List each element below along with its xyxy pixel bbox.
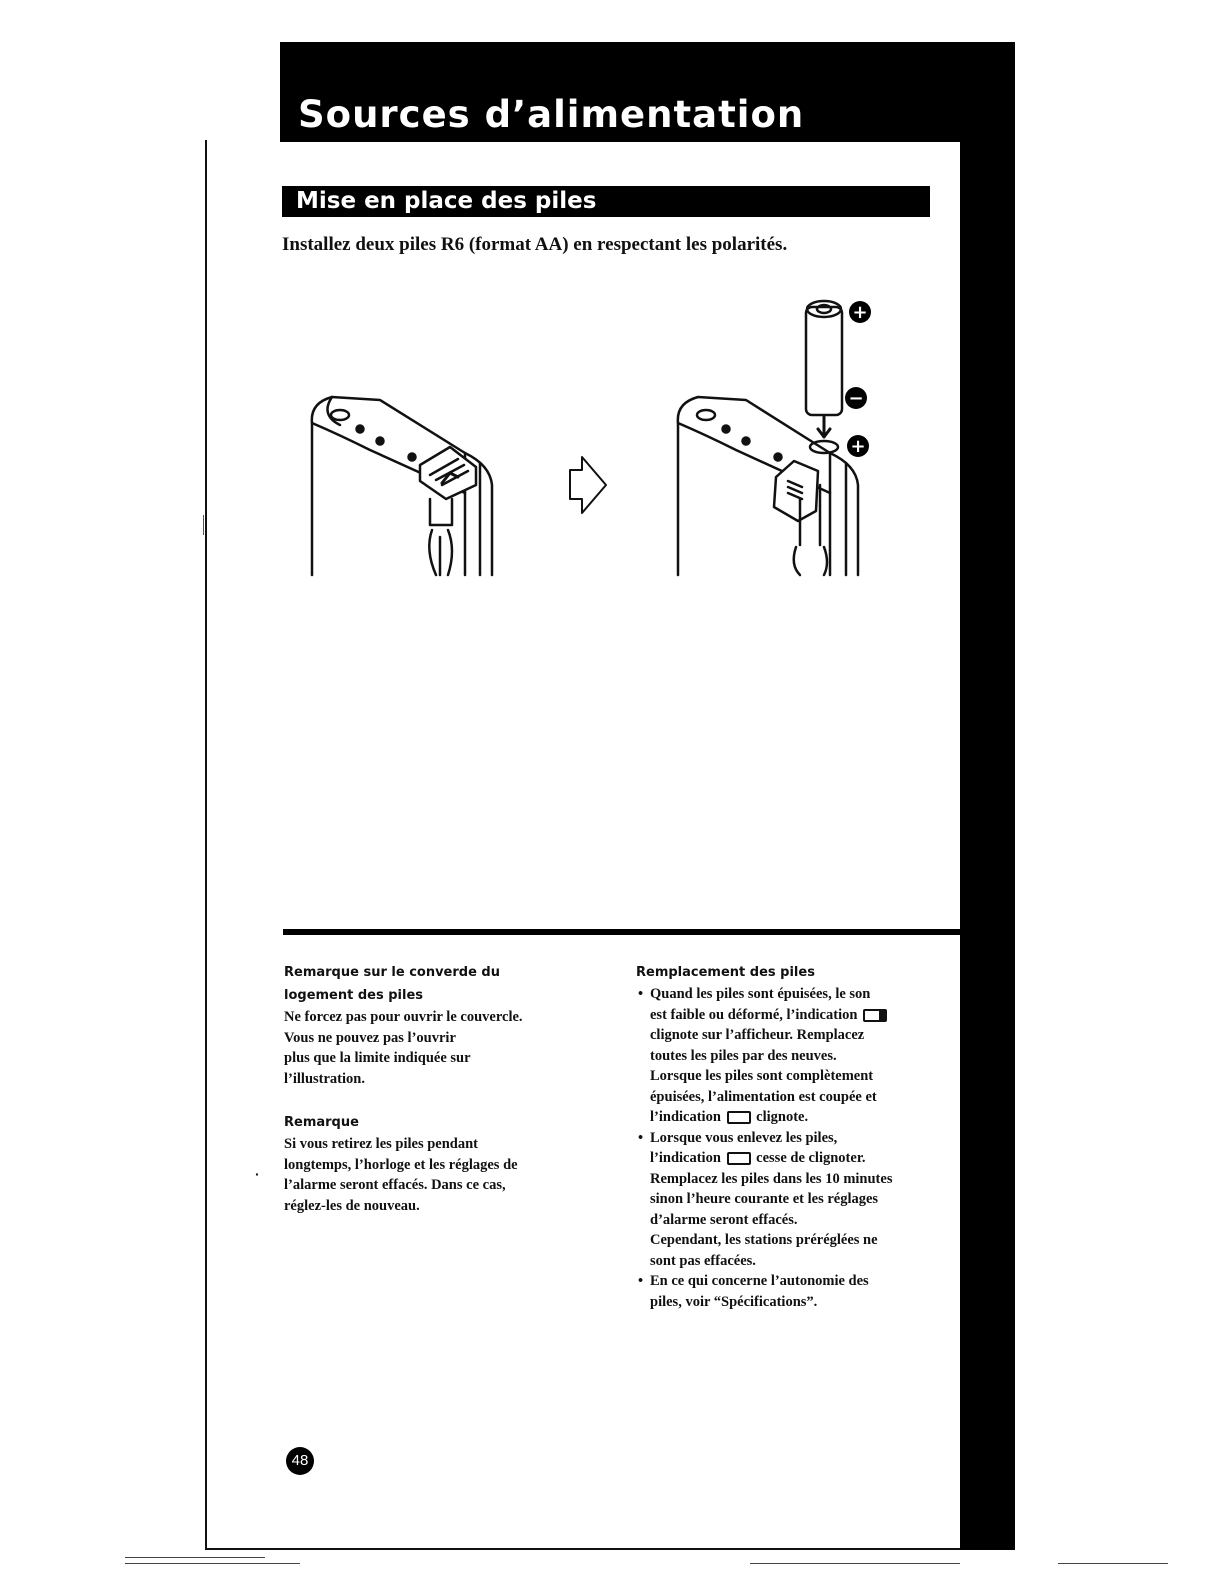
page-frame-left <box>205 140 207 1550</box>
intro-text: Installez deux piles R6 (format AA) en respectant les polarités. <box>282 234 788 255</box>
side-tab-bar <box>960 140 1015 1550</box>
note-heading: Remarque <box>284 1115 359 1130</box>
svg-text:−: − <box>848 388 864 409</box>
note-text: Si vous retirez les piles pendant longtemps, l’horloge et les réglages de l’alarme seront effacés. Dans ce cas, réglez-les de nouveau. <box>284 1136 518 1214</box>
svg-text:+: + <box>850 436 866 457</box>
battery-illustration <box>280 285 900 585</box>
battery-weak-icon <box>863 1009 887 1022</box>
page-title: Sources d’alimentation <box>298 93 805 136</box>
battery-icon <box>806 307 842 415</box>
device-closed-illustration <box>312 397 492 575</box>
page-frame-bottom <box>205 1548 965 1550</box>
margin-mark <box>203 515 204 535</box>
replacement-list <box>636 984 936 1312</box>
polarity-minus <box>845 387 867 409</box>
battery-empty-icon <box>727 1152 751 1165</box>
battery-empty-icon <box>727 1111 751 1124</box>
note-cover-text: Ne forcez pas pour ouvrir le couvercle. Vous ne pouvez pas l’ouvrir plus que la limite indiquée sur l’illustration. <box>284 1009 523 1087</box>
list-item: • Lorsque vous enlevez les piles, l’indication cesse de clignoter. Remplacez les piles dans les 10 minutes sinon l’heure courante et les réglages d’alarme seront effacés. Cependant, les stations préréglées ne sont pas effacées. <box>636 1128 936 1272</box>
polarity-plus-top <box>849 301 871 323</box>
notes-column-right <box>636 961 936 1312</box>
device-open-illustration <box>678 301 858 575</box>
arrow-right-icon <box>570 457 606 513</box>
polarity-plus-bottom <box>847 435 869 457</box>
replacement-heading: Remplacement des piles <box>636 965 815 980</box>
note-cover-heading: Remarque sur le converde du logement des piles <box>284 965 500 1003</box>
list-item: • Quand les piles sont épuisées, le son est faible ou déformé, l’indication clignote sur l’afficheur. Remplacez toutes les piles par des neuves. Lorsque les piles sont complètement épuisées, l’alimentation est coupée et l’indication clignote. <box>636 984 936 1128</box>
footer-rule <box>750 1563 960 1564</box>
svg-text:+: + <box>852 302 868 323</box>
section-divider <box>283 929 963 935</box>
section-title: Mise en place des piles <box>296 188 597 214</box>
notes-column-left <box>284 961 584 1216</box>
footer-rule <box>125 1563 300 1564</box>
list-item: • En ce qui concerne l’autonomie des piles, voir “Spécifications”. <box>636 1271 936 1312</box>
footer-rule <box>1058 1563 1168 1564</box>
footer-rule <box>125 1557 265 1558</box>
page-number: 48 <box>286 1447 314 1475</box>
margin-dot: · <box>255 1166 260 1182</box>
